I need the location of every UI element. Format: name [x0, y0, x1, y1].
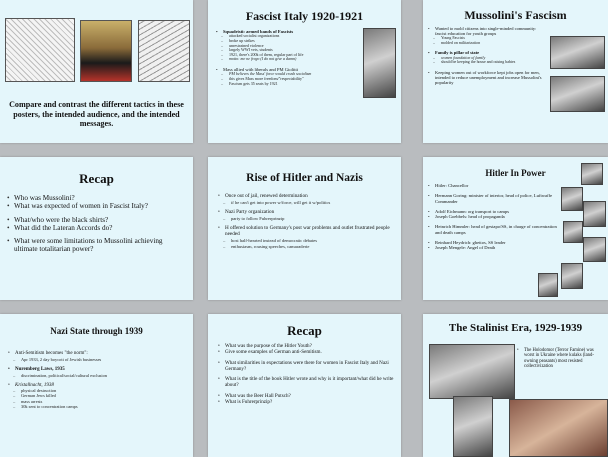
poster-mono-image — [138, 20, 190, 82]
bullet-item: • What is the title of the book Hitler wrote and why is it important/what did he write about? — [218, 377, 394, 389]
slide-title: Recap — [287, 323, 322, 338]
slide-stalinist-era[interactable] — [423, 314, 608, 457]
crowd-photo — [509, 399, 608, 457]
bullet-item: • Adolf Eichmann: org transport to camps — [428, 209, 558, 214]
bullet-item: – largely WWI vets, students — [216, 48, 361, 53]
bullet-item: • Hitler: Chancellor — [428, 183, 558, 188]
bullet-item: – mass arrests — [8, 399, 186, 404]
portrait-photo — [561, 263, 583, 289]
slide-title: The Stalinist Era, 1929-1939 — [448, 322, 583, 334]
portrait-photo — [538, 273, 558, 297]
bullet-item: • What were some limitations to Mussolini achieving ultimate totalitarian power? — [7, 237, 185, 254]
slide-bullets — [218, 194, 394, 249]
slide-bullets — [8, 351, 186, 409]
bullet-item: • Hermann Goring: minister of interior, head of police, Luftwaffe Commander — [428, 193, 558, 204]
bullet-item: – 1921, there's 200k of them, regular part of life — [216, 53, 361, 58]
bullet-item: • What was expected of women in Fascist Italy? — [7, 202, 185, 210]
slide-nazi-state[interactable] — [0, 314, 193, 457]
bullet-item: – motto: me ne frego (I do not give a damn) — [216, 57, 361, 62]
bullet-item: • What is Fuhrerprinzip? — [218, 400, 394, 406]
portrait-photo — [563, 221, 583, 243]
slide-title: Recap — [79, 171, 114, 186]
slide-bullets — [218, 344, 394, 406]
bullet-item: – should be keeping the house and raising babies — [428, 60, 546, 65]
bullet-item: – Young Fascists — [428, 36, 546, 41]
bullet-item: • Joseph Mengele: Angel of Death — [428, 245, 558, 250]
bullet-item: • Keeping women out of workforce kept jobs open for men, intended to reduce unemployment and increase Mussolini's popularity — [428, 70, 546, 86]
bullet-item: • Once out of jail, renewed determination — [218, 194, 394, 200]
family-photo — [550, 76, 605, 112]
bullet-item: • What/who were the black shirts? — [7, 216, 185, 224]
slide-poster-compare[interactable] — [0, 0, 193, 143]
bullet-item: • Wanted to mold citizens into single-minded community: fascist education for youth groups — [428, 26, 546, 36]
portrait-photo — [581, 163, 603, 185]
bullet-item: – Fascism gets 35 seats by 1921 — [216, 82, 361, 87]
slide-title: Hitler In Power — [485, 168, 546, 178]
slide-bullets — [216, 29, 361, 86]
bullet-item: • Who was Mussolini? — [7, 194, 185, 202]
bullet-item: – 30k sent to concentration camps — [8, 404, 186, 409]
bullet-item: • Squadristi: armed bands of Fascists — [216, 29, 361, 34]
bullet-item: – unrestrained violence — [216, 44, 361, 49]
bullet-item: – physical destruction — [8, 388, 186, 393]
portrait-photo — [583, 201, 606, 227]
bullet-item: – this gives Mass more freedom/"respectability" — [216, 77, 361, 82]
poster-sketch-image — [5, 18, 75, 82]
bullet-item: – if he can't get into power w/force, will get it w/politics — [218, 200, 394, 205]
bullet-item: – party to follow Fuhrerprinzip — [218, 216, 394, 221]
bullet-item: – German Jews killed — [8, 393, 186, 398]
poster-color-image — [80, 20, 132, 82]
bullet-item: • What similarities in expectations were there for women in Fascist Italy and Nazi Germany? — [218, 361, 394, 373]
slide-recap-2[interactable] — [208, 314, 401, 457]
youth-group-photo — [550, 36, 605, 69]
bullet-item: • Nuremberg Laws, 1935 — [8, 367, 186, 373]
slide-title: Mussolini's Fascism — [464, 8, 567, 22]
bullet-item: • Mass allied with liberals and PM Giolitti — [216, 67, 361, 72]
slide-fascist-italy[interactable] — [208, 0, 401, 143]
bullet-item: – enthusiasm, rousing speeches, camaraderie — [218, 244, 394, 249]
bullet-item: • Anti-Semitism becomes "the norm": — [8, 351, 186, 357]
portrait-photo — [583, 237, 606, 262]
bullet-item: – PM believes the Mass' force would crush socialism — [216, 72, 361, 77]
slide-recap-1[interactable] — [0, 157, 193, 300]
bullet-item: • Family is pillar of state — [428, 50, 546, 55]
bullet-item: • H offered solution to Germany's post war problems and outlet frustrated people needed — [218, 226, 394, 238]
bullet-item: • Heinrich Himmler: head of gestapo/SS, in charge of concentration and death camps — [428, 224, 558, 235]
bullet-item: – women foundation of family — [428, 56, 546, 61]
bullet-item: • The Holodomor (Terror Famine) was worst in Ukraine where kulaks (land-owning peasants) most resisted collectivization — [517, 348, 603, 370]
bullet-item: – host half-hearted instead of democratic debates — [218, 238, 394, 243]
stalin-photo — [453, 396, 493, 457]
bullet-item: • What was the purpose of the Hitler Youth? — [218, 344, 394, 350]
bullet-item: • Give some examples of German anti-Semitism. — [218, 350, 394, 356]
bullet-item: • Kristallnacht, 1938 — [8, 383, 186, 389]
slide-bullets — [7, 194, 185, 254]
slide-title: Fascist Italy 1920-1921 — [245, 9, 364, 23]
slide-bullets — [428, 183, 558, 251]
bullet-item: – discrimination, political/social/cultural exclusion — [8, 373, 186, 378]
slide-bullets — [428, 26, 546, 85]
slide-mussolini-fascism[interactable] — [423, 0, 608, 143]
compare-caption: Compare and contrast the different tactics in these posters, the intended audience, and the intended messages. — [9, 100, 184, 129]
bullet-item: • What did the Lateran Accords do? — [7, 224, 185, 232]
slide-title: Nazi State through 1939 — [50, 326, 143, 336]
bullet-item: – attacked socialist organizations — [216, 34, 361, 39]
mussolini-photo — [363, 28, 396, 98]
slide-title: Rise of Hitler and Nazis — [246, 172, 363, 184]
bullet-item: • Nazi Party organization — [218, 210, 394, 216]
slide-hitler-in-power[interactable] — [423, 157, 608, 300]
bullet-item: – broke up strikes — [216, 39, 361, 44]
bullet-item: • Joseph Goebbels: head of propaganda — [428, 214, 558, 219]
slide-rise-of-hitler[interactable] — [208, 157, 401, 300]
bullet-item: • Reinhard Heydrich: ghettos, SS leader — [428, 240, 558, 245]
bullet-item: • What was the Beer Hall Putsch? — [218, 394, 394, 400]
portrait-photo — [561, 187, 583, 211]
bullet-item: – molded on militarization — [428, 41, 546, 46]
famine-photo — [429, 344, 515, 399]
slide-bullets — [517, 348, 603, 370]
bullet-item: – Apr 1933, 2 day boycott of Jewish businesses — [8, 357, 186, 362]
